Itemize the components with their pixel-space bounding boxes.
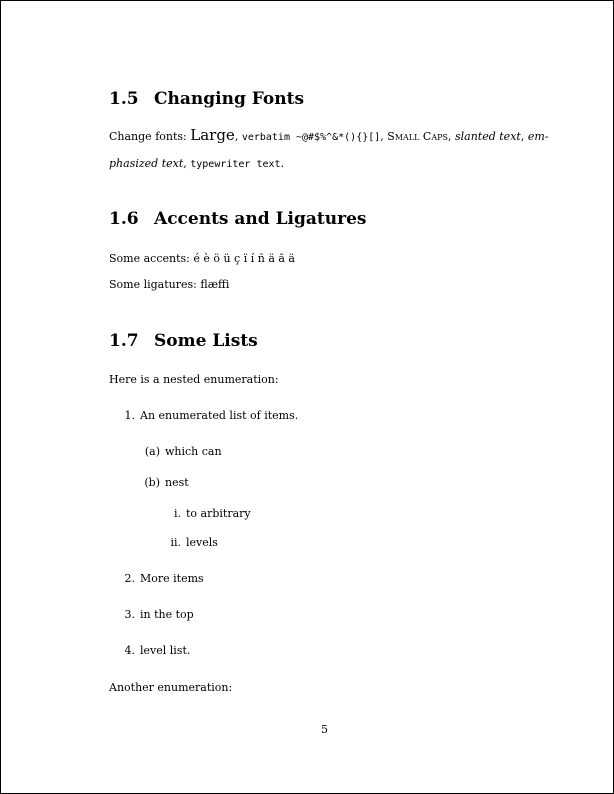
section-heading-accents-ligatures [109,209,366,229]
separator: , [447,130,455,143]
separator: , [380,130,388,143]
ligatures-line: Some ligatures: flæffi [109,278,230,291]
list-item [140,445,222,459]
page-number: 5 [321,723,328,736]
list-intro: Here is a nested enumeration: [109,373,279,386]
list-label: (a) [144,445,160,458]
separator: , [183,157,191,170]
large-text-sample: Large [190,126,235,144]
small-caps-sample: Small Caps [387,130,448,143]
list-text: An enumerated list of items. [140,409,299,422]
list-item [109,608,194,622]
section-number: 1.6 [109,209,139,229]
emphasized-text-part-1: em- [527,130,549,143]
list-text: in the top [140,608,194,621]
list-label: (b) [144,476,160,489]
list-text: to arbitrary [186,507,251,520]
list-text: which can [165,445,222,458]
list-text: levels [186,536,218,549]
list-text: More items [140,572,204,585]
list-label: 2. [124,572,135,585]
fonts-paragraph-line-2 [109,157,284,172]
separator: , [520,130,528,143]
slanted-text-sample: slanted text [454,130,521,143]
fonts-paragraph-line-1 [109,128,548,145]
section-number: 1.5 [109,89,139,109]
separator: , [234,130,242,143]
list-text: level list. [140,644,191,657]
list-label: i. [173,507,181,520]
section-number: 1.7 [109,331,139,351]
verbatim-text-sample: verbatim ~@#$%^&*(){}[] [241,132,381,143]
section-heading-changing-fonts [109,89,304,109]
section-heading-some-lists [109,331,258,351]
list-outro: Another enumeration: [109,681,233,694]
list-label: 4. [124,644,135,657]
list-label: 1. [124,409,135,422]
typewriter-text-sample: typewriter text [190,159,281,170]
list-text: nest [165,476,189,489]
section-title: Accents and Ligatures [154,209,367,229]
period: . [280,157,285,170]
list-item [140,476,189,490]
list-item [161,507,251,521]
list-label: 3. [124,608,135,621]
list-item [161,536,218,550]
fonts-prefix: Change fonts: [109,130,191,143]
list-item [109,409,298,423]
section-title: Changing Fonts [154,89,305,109]
list-label: ii. [170,536,181,549]
list-item [109,644,190,658]
emphasized-text-part-2: phasized text [109,157,184,170]
list-item [109,572,204,586]
accents-line: Some accents: é è ö ü ç ï í ñ ä ă ä [109,252,295,265]
section-title: Some Lists [154,331,258,351]
